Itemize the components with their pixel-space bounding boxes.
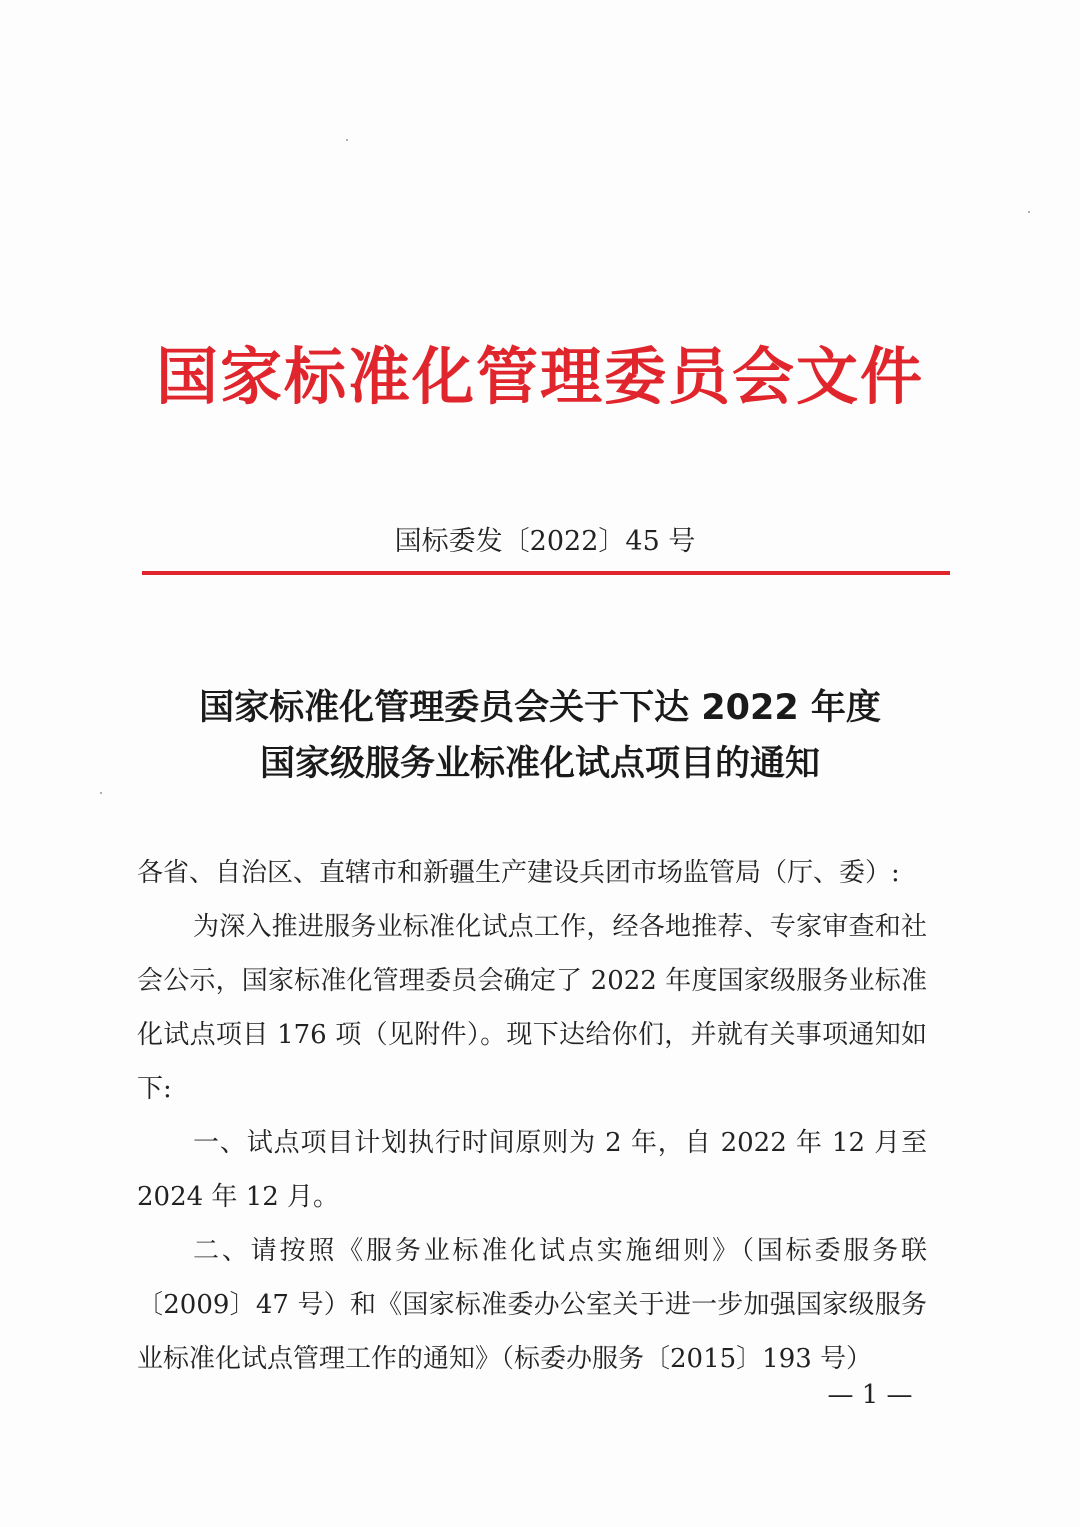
title-line-1: 国家标准化管理委员会关于下达 2022 年度 xyxy=(199,688,881,728)
body-paragraph: 二、请按照《服务业标准化试点实施细则》（国标委服务联〔2009〕47 号）和《国家标准委办公室关于进一步加强国家级服务业标准化试点管理工作的通知》（标委办服务〔2015〕193 号） xyxy=(137,1236,927,1374)
scan-speck xyxy=(346,139,348,141)
scan-speck xyxy=(100,792,102,794)
page-number: — 1 — xyxy=(827,1380,913,1410)
title-line-2: 国家级服务业标准化试点项目的通知 xyxy=(259,744,820,784)
body-paragraph: 一、试点项目计划执行时间原则为 2 年，自 2022 年 12 月至 2024 年 12 月。 xyxy=(137,1128,927,1212)
document-title xyxy=(100,680,980,792)
body-paragraph: 为深入推进服务业标准化试点工作，经各地推荐、专家审查和社会公示，国家标准化管理委员会确定了 2022 年度国家级服务业标准化试点项目 176 项（见附件）。现下达给你们，并就有关事项通知如下: xyxy=(137,912,927,1104)
salutation: 各省、自治区、直辖市和新疆生产建设兵团市场监管局（厅、委）: xyxy=(137,858,900,888)
document-body xyxy=(137,846,927,1386)
scan-speck xyxy=(1028,211,1030,213)
document-number: 国标委发〔2022〕45 号 xyxy=(394,526,696,557)
document-masthead: 国家标准化管理委员会文件 xyxy=(155,340,924,413)
masthead-divider xyxy=(142,571,950,575)
